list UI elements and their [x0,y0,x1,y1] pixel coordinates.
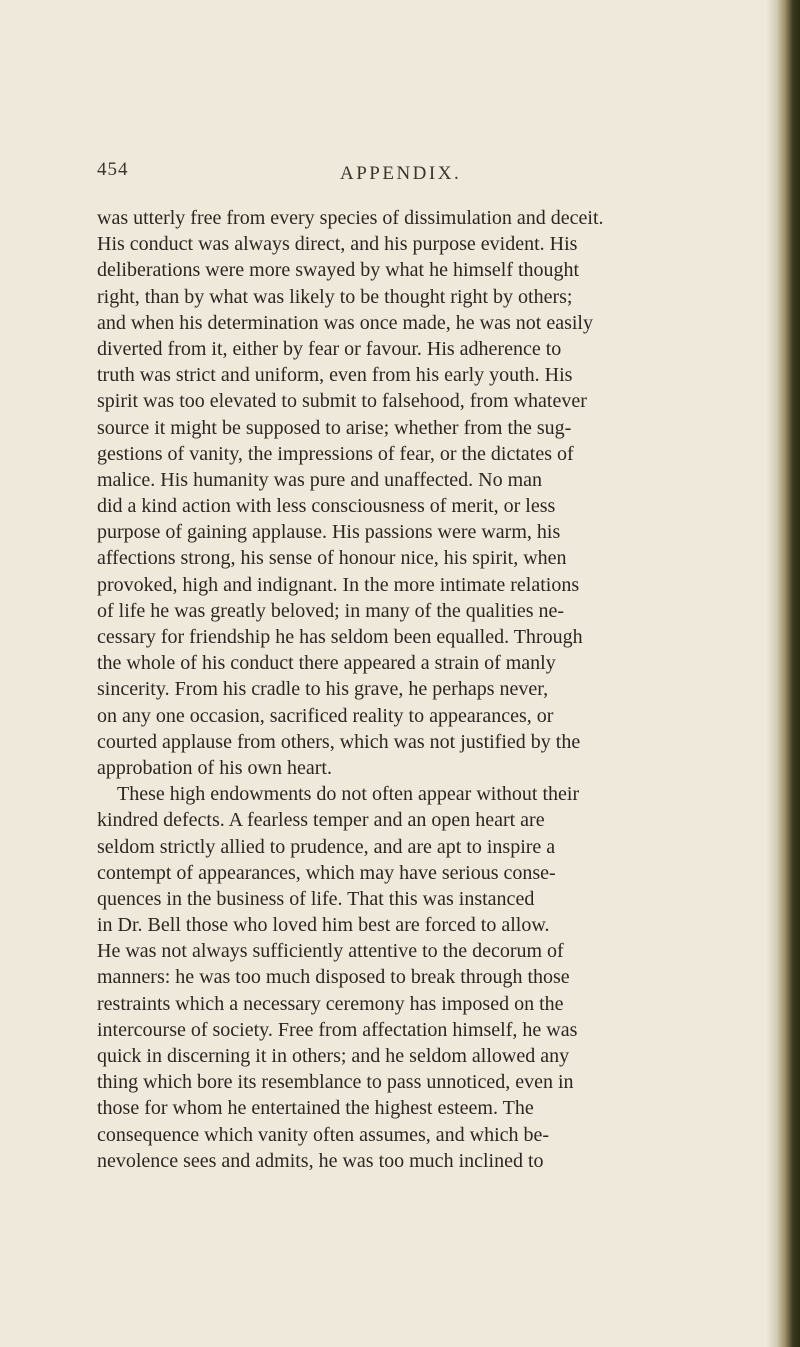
text-line: quick in discerning it in others; and he seldom allowed any [97,1045,570,1067]
text-line: those for whom he entertained the highest esteem. The [97,1097,534,1120]
text-line: thing which bore its resemblance to pass unnoticed, even in [97,1071,574,1094]
text-line: contempt of appearances, which may have serious conse- [97,861,556,884]
text-line: restraints which a necessary ceremony has imposed on the [97,992,564,1015]
text-line: He was not always sufficiently attentive to the decorum of [97,940,564,963]
text-line: of life he was greatly beloved; in many of the qualities ne- [97,599,565,622]
text-line: right, than by what was likely to be thought right by others; [97,285,573,308]
text-line: provoked, high and indignant. In the more intimate relations [97,573,580,596]
text-line: diverted from it, either by fear or favour. His adherence to [97,337,562,360]
text-line: source it might be supposed to arise; whether from the sug- [97,416,572,439]
text-line: did a kind action with less consciousness of merit, or less [97,495,556,518]
text-line: kindred defects. A fearless temper and an open heart are [97,809,545,832]
text-line: purpose of gaining applause. His passions were warm, his [97,521,561,544]
text-line: sincerity. From his cradle to his grave, he perhaps never, [97,678,549,701]
text-line: affections strong, his sense of honour nice, his spirit, when [97,547,567,570]
running-head: APPENDIX. [340,163,462,184]
text-line: was utterly free from every species of dissimulation and deceit. [97,207,604,229]
text-line: approbation of his own heart. [97,756,332,779]
page-number: 454 [97,159,129,180]
text-line: courted applause from others, which was not justified by the [97,730,581,753]
text-line: on any one occasion, sacrificed reality to appearances, or [97,704,554,727]
text-line: intercourse of society. Free from affectation himself, he was [97,1018,578,1041]
text-line: deliberations were more swayed by what he himself thought [97,259,580,282]
text-line: and when his determination was once made, he was not easily [97,311,593,334]
text-line: quences in the business of life. That this was instanced [97,887,535,910]
text-line: seldom strictly allied to prudence, and are apt to inspire a [97,835,556,858]
binding-shadow [766,0,776,1347]
text-line: manners: he was too much disposed to break through those [97,966,570,989]
text-line: spirit was too elevated to submit to falsehood, from whatever [97,390,587,413]
binding-edge [776,0,800,1347]
text-line: cessary for friendship he has seldom been equalled. Through [97,626,583,648]
text-line: malice. His humanity was pure and unaffected. No man [97,468,543,491]
text-line: nevolence sees and admits, he was too much inclined to [97,1149,544,1172]
text-line: truth was strict and uniform, even from his early youth. His [97,364,573,387]
paragraph-start-line: These high endowments do not often appear without their [117,783,580,806]
text-line: His conduct was always direct, and his purpose evident. His [97,233,578,256]
text-line: consequence which vanity often assumes, and which be- [97,1123,550,1146]
body-text [97,205,737,1174]
text-line: in Dr. Bell those who loved him best are forced to allow. [97,914,550,937]
text-line: gestions of vanity, the impressions of fear, or the dictates of [97,442,574,465]
text-line: the whole of his conduct there appeared a strain of manly [97,652,556,675]
